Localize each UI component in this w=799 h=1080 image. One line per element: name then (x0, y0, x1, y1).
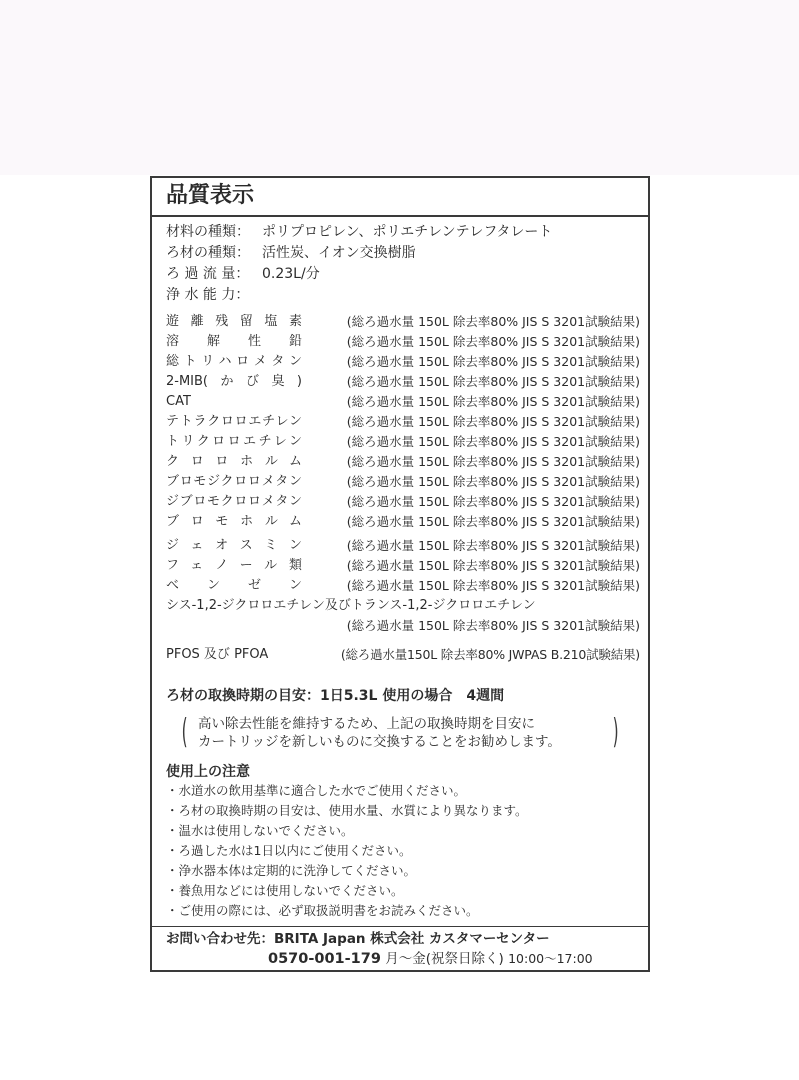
substance-row (166, 472, 640, 491)
substance-result: (総ろ過水量 150L 除去率80% JIS S 3201試験結果) (346, 578, 640, 593)
substance-result: (総ろ過水量 150L 除去率80% JIS S 3201試験結果) (346, 454, 640, 469)
substance-result: (総ろ過水量 150L 除去率80% JIS S 3201試験結果) (346, 414, 640, 429)
substance-result: (総ろ過水量 150L 除去率80% JIS S 3201試験結果) (346, 394, 640, 409)
spec-key: 材料の種類： (166, 224, 250, 240)
business-days: 月〜金(祝祭日除く) (385, 951, 504, 967)
caution-item: ・ ろ材の取換時期の目安は、使用水量、水質により異なります。 (166, 802, 528, 819)
material-spec (166, 222, 552, 242)
pfos-name: PFOS 及び PFOA (166, 647, 269, 662)
caution-heading: 使用上の注意 (166, 764, 250, 780)
spec-value: ポリプロピレン、ポリエチレンテレフタレート (262, 224, 553, 240)
substance-row (166, 432, 640, 451)
substance-row (166, 312, 640, 331)
caution-item: ・ ご使用の際には、必ず取扱説明書をお読みください。 (166, 902, 479, 919)
label-title: 品質表示 (166, 183, 255, 208)
contact-hours (268, 950, 593, 968)
substance-result: (総ろ過水量 150L 除去率80% JIS S 3201試験結果) (346, 474, 640, 489)
spec-value: 0.23L/分 (262, 266, 320, 282)
substance-row (166, 576, 640, 595)
title-divider (152, 215, 648, 217)
substance-result: (総ろ過水量 150L 除去率80% JIS S 3201試験結果) (346, 434, 640, 449)
cis-trans-result: (総ろ過水量 150L 除去率80% JIS S 3201試験結果) (346, 618, 640, 633)
substance-row (166, 536, 640, 555)
substance-result: (総ろ過水量 150L 除去率80% JIS S 3201試験結果) (346, 494, 640, 509)
note-line-1: 高い除去性能を維持するため、上記の取換時期を目安に (198, 716, 535, 732)
cis-trans-name: シス-1,2-ジクロロエチレン及びトランス-1,2-ジクロロエチレン (166, 598, 536, 613)
capacity-spec (166, 285, 262, 305)
substance-row (166, 372, 640, 391)
substance-name: トリクロロエチレン (166, 434, 302, 449)
substance-name: クロロホルム (166, 454, 302, 469)
filter-spec (166, 243, 416, 263)
substance-name: テトラクロロエチレン (166, 414, 302, 429)
substance-row (166, 556, 640, 575)
substance-row (166, 332, 640, 351)
spec-value: 活性炭、イオン交換樹脂 (262, 245, 416, 261)
caution-item: ・ 温水は使用しないでください。 (166, 822, 354, 839)
substance-name: 遊離残留塩素 (166, 314, 302, 329)
substance-name: 総トリハロメタン (166, 354, 302, 369)
substance-name: ブロモホルム (166, 514, 302, 529)
substance-name: CAT (166, 394, 191, 409)
substance-result: (総ろ過水量 150L 除去率80% JIS S 3201試験結果) (346, 538, 640, 553)
flow-spec (166, 264, 320, 284)
substance-row (166, 392, 640, 411)
top-band (0, 0, 799, 175)
substance-name: ジブロモクロロメタン (166, 494, 302, 509)
substance-result: (総ろ過水量 150L 除去率80% JIS S 3201試験結果) (346, 374, 640, 389)
spec-key: ろ 過 流 量： (166, 266, 250, 282)
phone-number: 0570-001-179 (268, 951, 381, 967)
substance-row (166, 512, 640, 531)
substance-name: ジェオスミン (166, 538, 302, 553)
note-line-2: カートリッジを新しいものに交換することをお勧めします。 (198, 734, 561, 750)
replacement-guideline: ろ材の取換時期の目安：1日5.3L 使用の場合 4週間 (166, 688, 505, 704)
substance-result: (総ろ過水量 150L 除去率80% JIS S 3201試験結果) (346, 558, 640, 573)
substance-name: 溶解性鉛 (166, 334, 302, 349)
contact-line: お問い合わせ先：BRITA Japan 株式会社 カスタマーセンター (166, 931, 550, 947)
caution-item: ・ ろ過した水は1日以内にご使用ください。 (166, 842, 411, 859)
substance-name: ブロモジクロロメタン (166, 474, 302, 489)
business-time: 10:00〜17:00 (508, 951, 593, 966)
substance-row (166, 452, 640, 471)
close-paren-glyph: ) (612, 712, 619, 752)
quality-label-panel (150, 176, 650, 972)
substance-row (166, 492, 640, 511)
substance-name: フェノール類 (166, 558, 302, 573)
substance-result: (総ろ過水量 150L 除去率80% JIS S 3201試験結果) (346, 314, 640, 329)
pfos-result: (総ろ過水量150L 除去率80% JWPAS B.210試験結果) (340, 647, 640, 662)
substance-row (166, 352, 640, 371)
caution-item: ・ 養魚用などには使用しないでください。 (166, 882, 404, 899)
open-paren-glyph: ( (181, 712, 188, 752)
spec-key: ろ材の種類： (166, 245, 250, 261)
substance-result: (総ろ過水量 150L 除去率80% JIS S 3201試験結果) (346, 354, 640, 369)
substance-name: 2-MIB(かび臭) (166, 374, 302, 389)
caution-item: ・ 浄水器本体は定期的に洗浄してください。 (166, 862, 416, 879)
substance-result: (総ろ過水量 150L 除去率80% JIS S 3201試験結果) (346, 334, 640, 349)
substance-row (166, 412, 640, 431)
caution-item: ・ 水道水の飲用基準に適合した水でご使用ください。 (166, 782, 466, 799)
spec-key: 浄 水 能 力： (166, 287, 250, 303)
substance-result: (総ろ過水量 150L 除去率80% JIS S 3201試験結果) (346, 514, 640, 529)
replacement-note (181, 712, 619, 752)
pfos-row (166, 645, 640, 664)
substance-name: ベンゼン (166, 578, 302, 593)
footer-divider (152, 926, 648, 927)
